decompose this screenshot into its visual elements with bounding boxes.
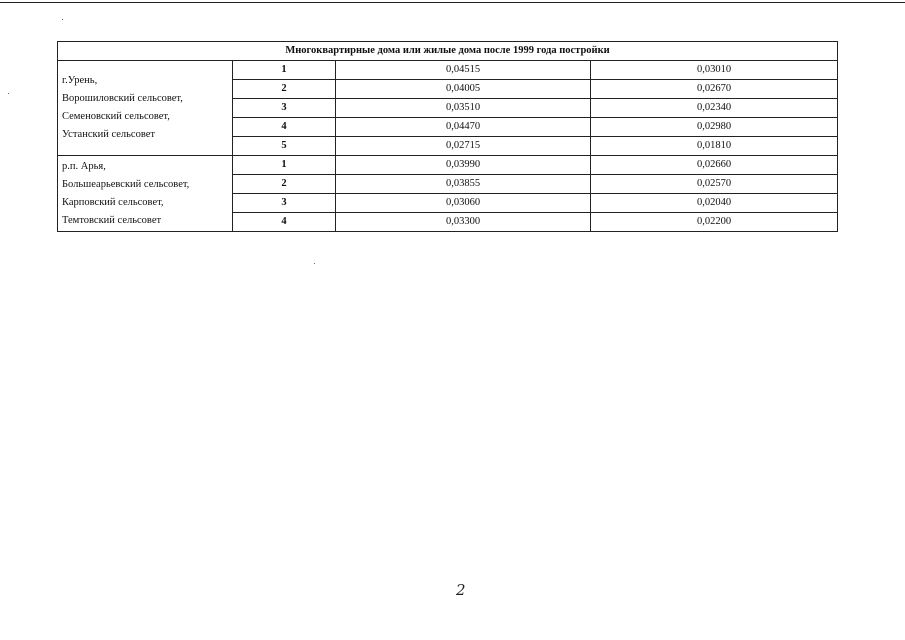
coefficients-table	[57, 41, 838, 232]
region-cell	[58, 156, 233, 232]
region-line: р.п. Арья,	[62, 160, 106, 172]
coefficient-value-1: 0,04515	[336, 61, 591, 80]
page-number: 2	[456, 581, 466, 599]
table-row	[58, 61, 838, 80]
coefficient-value-1: 0,03510	[336, 99, 591, 118]
zone-number: 1	[233, 61, 336, 80]
zone-number: 3	[233, 99, 336, 118]
table-title: Многоквартирные дома или жилые дома после 1999 года постройки	[58, 42, 838, 61]
scan-speck	[8, 93, 9, 94]
coefficient-value-2: 0,02660	[591, 156, 838, 175]
zone-number: 4	[233, 118, 336, 137]
zone-number: 2	[233, 175, 336, 194]
scan-speck	[314, 263, 315, 264]
region-line: Устанский сельсовет	[62, 129, 155, 140]
region-line: Карповский сельсовет,	[62, 196, 164, 208]
coefficient-value-2: 0,02980	[591, 118, 838, 137]
coefficient-value-2: 0,02670	[591, 80, 838, 99]
zone-number: 4	[233, 213, 336, 232]
coefficient-value-2: 0,02340	[591, 99, 838, 118]
coefficient-value-1: 0,04470	[336, 118, 591, 137]
zone-number: 1	[233, 156, 336, 175]
region-line: Ворошиловский сельсовет,	[62, 93, 183, 104]
region-cell	[58, 61, 233, 156]
coefficient-value-2: 0,02040	[591, 194, 838, 213]
region-line: Темтовский сельсовет	[62, 214, 162, 226]
coefficient-value-1: 0,03300	[336, 213, 591, 232]
zone-number: 2	[233, 80, 336, 99]
coefficient-value-2: 0,02570	[591, 175, 838, 194]
coefficient-value-1: 0,03855	[336, 175, 591, 194]
table-row	[58, 156, 838, 175]
scan-speck	[62, 19, 63, 20]
table-title-row	[58, 42, 838, 61]
coefficient-value-1: 0,03060	[336, 194, 591, 213]
zone-number: 3	[233, 194, 336, 213]
region-line: Большеарьевский сельсовет,	[62, 178, 190, 190]
zone-number: 5	[233, 137, 336, 156]
coefficient-value-2: 0,02200	[591, 213, 838, 232]
coefficient-value-2: 0,01810	[591, 137, 838, 156]
coefficient-value-1: 0,02715	[336, 137, 591, 156]
region-line: Семеновский сельсовет,	[62, 111, 170, 122]
coefficient-value-1: 0,04005	[336, 80, 591, 99]
top-border-line	[0, 2, 905, 3]
coefficient-value-1: 0,03990	[336, 156, 591, 175]
region-line: г.Урень,	[62, 75, 98, 86]
coefficient-value-2: 0,03010	[591, 61, 838, 80]
